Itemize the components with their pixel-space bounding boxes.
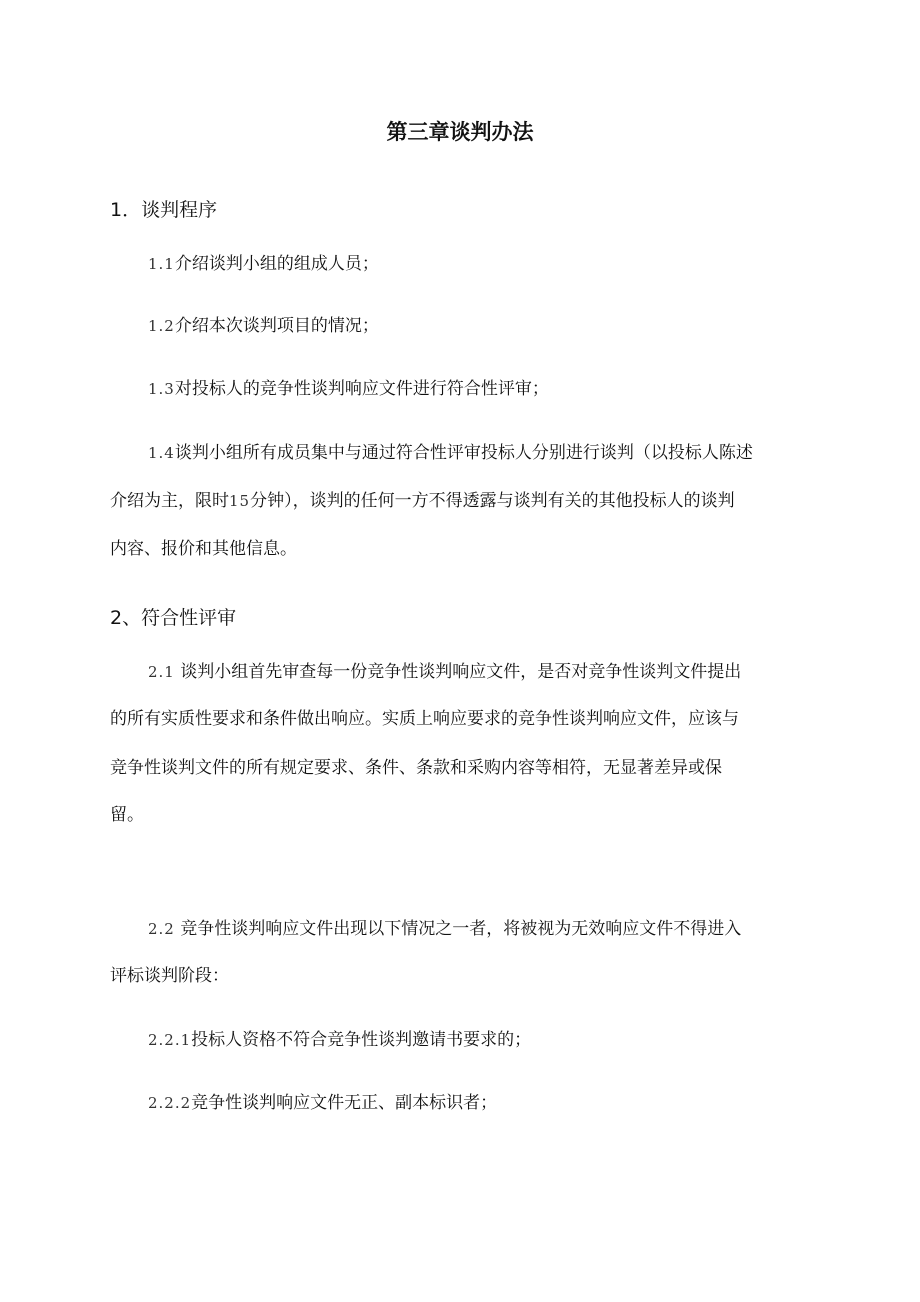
paragraph-line (148, 440, 753, 466)
item-number: 2.1 (148, 663, 175, 681)
paragraph-line (148, 916, 741, 942)
inline-number: 15 (229, 492, 251, 510)
paragraph-line: 内容、报价和其他信息。 (110, 539, 297, 559)
paragraph-text: 谈判小组首先审查每一份竞争性谈判响应文件，是否对竞争性谈判文件提出 (174, 662, 742, 682)
list-item (148, 376, 549, 402)
item-number: 1.2 (148, 317, 175, 335)
item-number: 2.2.1 (148, 1031, 192, 1049)
paragraph-text: 分钟），谈判的任何一方不得透露与谈判有关的其他投标人的谈判 (250, 491, 735, 511)
item-text: 介绍谈判小组的组成人员； (174, 254, 379, 274)
item-number: 1.1 (148, 255, 175, 273)
paragraph-line: 竞争性谈判文件的所有规定要求、条件、条款和采购内容等相符，无显著差异或保 (110, 758, 722, 778)
paragraph-line: 留。 (110, 805, 144, 825)
item-text: 介绍本次谈判项目的情况； (174, 316, 379, 336)
item-number: 2.2.2 (148, 1094, 192, 1112)
list-item (148, 313, 379, 339)
paragraph-line (110, 488, 735, 514)
item-number: 1.4 (148, 444, 175, 462)
item-text: 竞争性谈判响应文件无正、副本标识者； (191, 1093, 498, 1113)
section-heading-1: 1．谈判程序 (110, 199, 218, 221)
list-item (148, 1027, 531, 1053)
paragraph-text: 竞争性谈判响应文件出现以下情况之一者，将被视为无效响应文件不得进入 (174, 919, 742, 939)
item-number: 1.3 (148, 380, 175, 398)
section-heading-2: 2、符合性评审 (110, 607, 237, 629)
paragraph-line (148, 659, 741, 685)
paragraph-line: 的所有实质性要求和条件做出响应。实质上响应要求的竞争性谈判响应文件，应该与 (110, 709, 739, 729)
item-text: 投标人资格不符合竞争性谈判邀请书要求的； (191, 1030, 532, 1050)
paragraph-line: 评标谈判阶段： (110, 966, 229, 986)
item-text: 对投标人的竞争性谈判响应文件进行符合性评审； (174, 379, 549, 399)
list-item (148, 1090, 497, 1116)
page-title: 第三章谈判办法 (386, 120, 534, 144)
paragraph-text: 谈判小组所有成员集中与通过符合性评审投标人分别进行谈判（以投标人陈述 (174, 443, 753, 463)
item-number: 2.2 (148, 920, 175, 938)
list-item (148, 251, 379, 277)
paragraph-text: 介绍为主，限时 (110, 491, 229, 511)
